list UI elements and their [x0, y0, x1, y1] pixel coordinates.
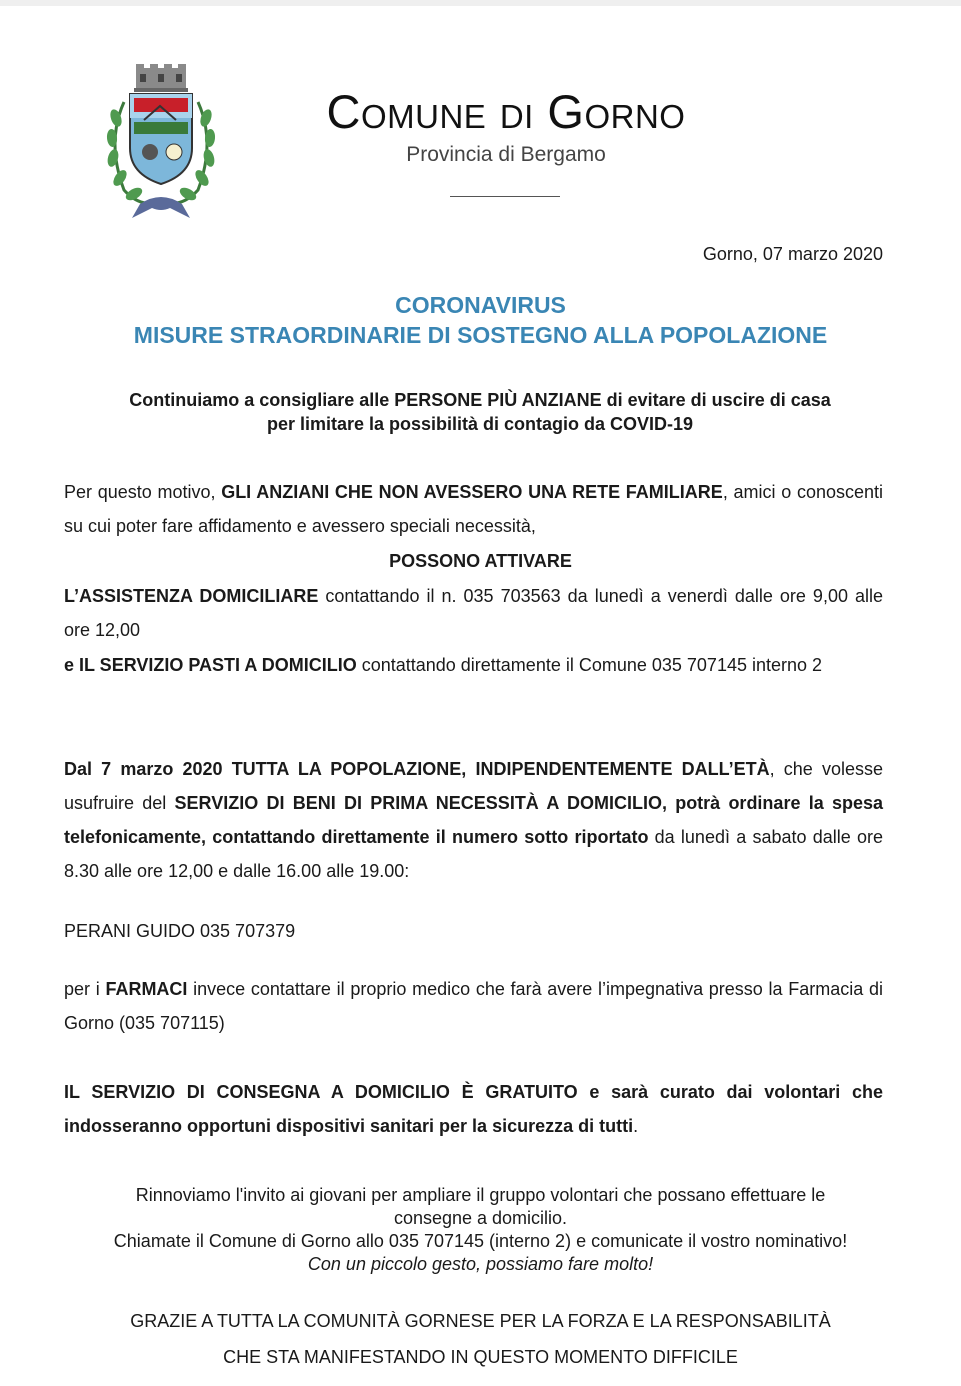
heading-line-1: CORONAVIRUS	[395, 292, 566, 318]
possono-attivare: POSSONO ATTIVARE	[389, 551, 572, 571]
header-subtitle: Provincia di Bergamo	[406, 143, 606, 166]
document-date: Gorno, 07 marzo 2020	[702, 244, 883, 264]
thanks-line-2: CHE STA MANIFESTANDO IN QUESTO MOMENTO DIFFICILE	[223, 1347, 738, 1367]
top-bar	[0, 0, 961, 6]
intro-line-1: Continuiamo a consigliare alle PERSONE PIÙ ANZIANE di evitare di uscire di casa	[129, 390, 831, 410]
population-paragraph: Dal 7 marzo 2020 TUTTA LA POPOLAZIONE, INDIPENDENTEMENTE DALL’ETÀ, che volesse usufruire del SERVIZIO DI BENI DI PRIMA NECESSITÀ A DOMICILIO, potrà ordinare la spesa telefonicamente, contattando direttamente il numero sotto riportato da lunedì a sabato dalle ore 8.30 alle ore 12,00 e dalle 16.00 alle 19.00:	[64, 759, 883, 881]
heading-line-2: MISURE STRAORDINARIE DI SOSTEGNO ALLA POPOLAZIONE	[133, 322, 828, 348]
meal-service-paragraph: e IL SERVIZIO PASTI A DOMICILIO contattando direttamente il Comune 035 707145 interno 2	[64, 655, 823, 675]
delivery-paragraph: IL SERVIZIO DI CONSEGNA A DOMICILIO È GRATUITO e sarà curato dai volontari che indosseranno opportuni dispositivi sanitari per la sicurezza di tutti.	[64, 1082, 883, 1136]
appeal-line-1: Rinnoviamo l'invito ai giovani per ampliare il gruppo volontari che possano effettuare le	[135, 1185, 826, 1205]
home-assistance-paragraph: L’ASSISTENZA DOMICILIARE contattando il n. 035 703563 da lunedì a venerdì dalle ore 9,00 alle ore 12,00	[64, 586, 884, 640]
appeal-line-4: Con un piccolo gesto, possiamo fare molto!	[307, 1254, 654, 1274]
appeal-line-3: Chiamate il Comune di Gorno allo 035 707145 (interno 2) e comunicate il vostro nominativo!	[113, 1231, 848, 1251]
pharmacy-paragraph: per i FARMACI invece contattare il proprio medico che farà avere l’impegnativa presso la Farmacia di Gorno (035 707115)	[64, 979, 883, 1033]
header-title: Comune di Gorno	[326, 85, 686, 138]
intro-line-2: per limitare la possibilità di contagio da COVID-19	[266, 414, 694, 434]
appeal-line-2: consegne a domicilio.	[393, 1208, 568, 1228]
coat-of-arms-icon	[100, 62, 222, 222]
header-divider	[450, 196, 560, 197]
contact-line: PERANI GUIDO 035 707379	[64, 921, 296, 941]
elderly-paragraph: Per questo motivo, GLI ANZIANI CHE NON AVESSERO UNA RETE FAMILIARE, amici o conoscenti su cui poter fare affidamento e avessero speciali necessità,	[64, 482, 883, 536]
thanks-line-1: GRAZIE A TUTTA LA COMUNITÀ GORNESE PER LA FORZA E LA RESPONSABILITÀ	[130, 1311, 831, 1331]
